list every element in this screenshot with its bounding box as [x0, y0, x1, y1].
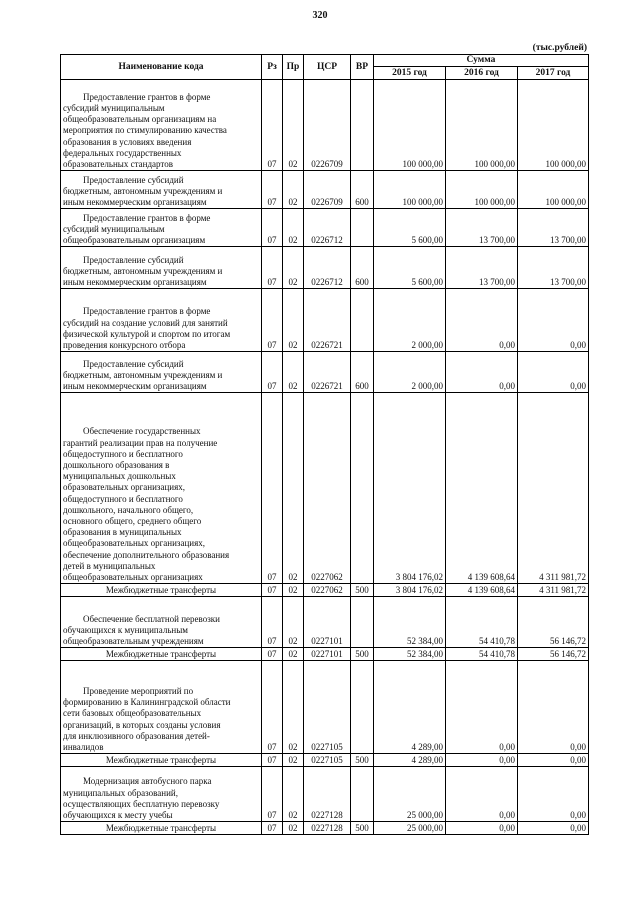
row-rz: 07 — [262, 289, 283, 352]
row-vr: 600 — [351, 171, 374, 209]
row-value-2015: 52 384,00 — [374, 597, 446, 648]
row-pr: 02 — [283, 209, 304, 247]
row-csr: 0227105 — [304, 754, 351, 767]
row-csr: 0227062 — [304, 393, 351, 584]
row-value-2016: 54 410,78 — [446, 648, 518, 661]
row-name: Предоставление субсидий бюджетным, автономным учреждениям и иным некоммерческим организациям — [61, 171, 262, 209]
row-csr: 0227128 — [304, 767, 351, 822]
row-csr: 0227101 — [304, 648, 351, 661]
row-vr: 500 — [351, 822, 374, 835]
table-row — [61, 247, 589, 289]
row-rz: 07 — [262, 80, 283, 171]
row-csr: 0226709 — [304, 80, 351, 171]
header-pr: Пр — [283, 55, 304, 80]
row-pr: 02 — [283, 648, 304, 661]
header-name: Наименование кода — [61, 55, 262, 80]
row-rz: 07 — [262, 767, 283, 822]
header-vr: ВР — [351, 55, 374, 80]
row-pr: 02 — [283, 80, 304, 171]
row-rz: 07 — [262, 822, 283, 835]
row-pr: 02 — [283, 289, 304, 352]
row-rz: 07 — [262, 393, 283, 584]
row-value-2017: 0,00 — [518, 754, 589, 767]
row-vr: 600 — [351, 352, 374, 393]
table-row — [61, 393, 589, 584]
row-name: Предоставление субсидий бюджетным, автономным учреждениям и иным некоммерческим организациям — [61, 352, 262, 393]
table-row — [61, 661, 589, 754]
row-csr: 0227062 — [304, 584, 351, 597]
row-csr: 0227105 — [304, 661, 351, 754]
row-csr: 0226712 — [304, 209, 351, 247]
row-value-2016: 0,00 — [446, 352, 518, 393]
row-value-2017: 56 146,72 — [518, 597, 589, 648]
row-pr: 02 — [283, 754, 304, 767]
table-row — [61, 822, 589, 835]
row-value-2016: 0,00 — [446, 767, 518, 822]
row-value-2015: 100 000,00 — [374, 80, 446, 171]
row-rz: 07 — [262, 247, 283, 289]
page-number: 320 — [312, 10, 328, 21]
row-name: Межбюджетные трансферты — [61, 754, 262, 767]
row-pr: 02 — [283, 597, 304, 648]
row-rz: 07 — [262, 584, 283, 597]
row-name: Обеспечение государственных гарантий реализации прав на получение общедоступного и бесплатного дошкольного образования в муниципальных дошкольных образовательных организациях, общедоступного и бесплатного дошкольного, начального общего, основного общего, среднего общего образования в муниципальных общеобразовательных организациях, обеспечение дополнительного образования детей в муниципальных общеобразовательных организациях — [61, 393, 262, 584]
row-value-2015: 4 289,00 — [374, 754, 446, 767]
row-vr — [351, 289, 374, 352]
row-pr: 02 — [283, 247, 304, 289]
table-row — [61, 584, 589, 597]
row-csr: 0226709 — [304, 171, 351, 209]
row-rz: 07 — [262, 661, 283, 754]
row-name: Предоставление грантов в форме субсидий муниципальным общеобразовательным организациям на мероприятия по стимулированию качества образования в условиях введения федеральных государственных образовательных стандартов — [61, 80, 262, 171]
unit-label: (тыс.рублей) — [532, 43, 587, 53]
table-row — [61, 209, 589, 247]
row-pr: 02 — [283, 352, 304, 393]
table-row — [61, 767, 589, 822]
row-csr: 0226721 — [304, 289, 351, 352]
row-vr — [351, 80, 374, 171]
row-name: Проведение мероприятий по формированию в Калининградской области сети базовых общеобразовательных организаций, в которых созданы условия для инклюзивного образования детей- инвалидов — [61, 661, 262, 754]
table-row — [61, 597, 589, 648]
table-row — [61, 352, 589, 393]
row-value-2015: 100 000,00 — [374, 171, 446, 209]
row-value-2015: 2 000,00 — [374, 352, 446, 393]
row-vr — [351, 767, 374, 822]
table-row — [61, 648, 589, 661]
row-name: Предоставление субсидий бюджетным, автономным учреждениям и иным некоммерческим организациям — [61, 247, 262, 289]
row-value-2015: 4 289,00 — [374, 661, 446, 754]
row-value-2015: 5 600,00 — [374, 209, 446, 247]
table-row — [61, 80, 589, 171]
row-name: Предоставление грантов в форме субсидий муниципальным общеобразовательным организациям — [61, 209, 262, 247]
row-vr — [351, 661, 374, 754]
row-vr — [351, 393, 374, 584]
row-value-2016: 0,00 — [446, 754, 518, 767]
row-value-2017: 0,00 — [518, 767, 589, 822]
row-value-2016: 100 000,00 — [446, 171, 518, 209]
row-name: Обеспечение бесплатной перевозки обучающихся к муниципальным общеобразовательным учреждениям — [61, 597, 262, 648]
row-value-2017: 100 000,00 — [518, 80, 589, 171]
row-value-2016: 100 000,00 — [446, 80, 518, 171]
row-value-2015: 3 804 176,02 — [374, 393, 446, 584]
row-value-2015: 2 000,00 — [374, 289, 446, 352]
row-value-2015: 25 000,00 — [374, 822, 446, 835]
row-rz: 07 — [262, 754, 283, 767]
row-value-2017: 4 311 981,72 — [518, 393, 589, 584]
row-pr: 02 — [283, 584, 304, 597]
header-csr: ЦСР — [304, 55, 351, 80]
row-vr: 500 — [351, 754, 374, 767]
header-year-2015: 2015 год — [374, 67, 446, 80]
row-value-2017: 0,00 — [518, 352, 589, 393]
row-csr: 0227128 — [304, 822, 351, 835]
row-csr: 0227101 — [304, 597, 351, 648]
header-rz: Рз — [262, 55, 283, 80]
table-row — [61, 754, 589, 767]
header-year-2016: 2016 год — [446, 67, 518, 80]
row-pr: 02 — [283, 171, 304, 209]
header-year-2017: 2017 год — [518, 67, 589, 80]
header-sum: Сумма — [374, 55, 589, 67]
row-value-2017: 4 311 981,72 — [518, 584, 589, 597]
row-value-2016: 13 700,00 — [446, 247, 518, 289]
row-rz: 07 — [262, 597, 283, 648]
row-rz: 07 — [262, 171, 283, 209]
table-row — [61, 171, 589, 209]
row-pr: 02 — [283, 393, 304, 584]
row-value-2017: 0,00 — [518, 822, 589, 835]
budget-table — [60, 54, 589, 835]
row-rz: 07 — [262, 209, 283, 247]
row-value-2015: 5 600,00 — [374, 247, 446, 289]
row-vr: 500 — [351, 648, 374, 661]
row-name: Предоставление грантов в форме субсидий на создание условий для занятий физической культурой и спортом по итогам проведения конкурсного отбора — [61, 289, 262, 352]
row-value-2015: 52 384,00 — [374, 648, 446, 661]
row-vr — [351, 209, 374, 247]
row-value-2017: 100 000,00 — [518, 171, 589, 209]
row-rz: 07 — [262, 648, 283, 661]
row-value-2016: 0,00 — [446, 661, 518, 754]
row-value-2016: 4 139 608,64 — [446, 584, 518, 597]
row-vr: 600 — [351, 247, 374, 289]
row-value-2015: 3 804 176,02 — [374, 584, 446, 597]
row-csr: 0226721 — [304, 352, 351, 393]
row-value-2016: 4 139 608,64 — [446, 393, 518, 584]
row-rz: 07 — [262, 352, 283, 393]
row-value-2017: 13 700,00 — [518, 247, 589, 289]
row-value-2017: 0,00 — [518, 289, 589, 352]
row-pr: 02 — [283, 767, 304, 822]
row-value-2015: 25 000,00 — [374, 767, 446, 822]
row-pr: 02 — [283, 661, 304, 754]
row-name: Межбюджетные трансферты — [61, 584, 262, 597]
row-vr: 500 — [351, 584, 374, 597]
row-csr: 0226712 — [304, 247, 351, 289]
row-value-2016: 13 700,00 — [446, 209, 518, 247]
row-name: Межбюджетные трансферты — [61, 648, 262, 661]
row-value-2016: 54 410,78 — [446, 597, 518, 648]
row-value-2016: 0,00 — [446, 822, 518, 835]
row-value-2017: 56 146,72 — [518, 648, 589, 661]
row-name: Модернизация автобусного парка муниципальных образований, осуществляющих бесплатную перевозку обучающихся к месту учебы — [61, 767, 262, 822]
row-vr — [351, 597, 374, 648]
table-row — [61, 289, 589, 352]
row-value-2017: 13 700,00 — [518, 209, 589, 247]
row-name: Межбюджетные трансферты — [61, 822, 262, 835]
row-pr: 02 — [283, 822, 304, 835]
row-value-2016: 0,00 — [446, 289, 518, 352]
row-value-2017: 0,00 — [518, 661, 589, 754]
